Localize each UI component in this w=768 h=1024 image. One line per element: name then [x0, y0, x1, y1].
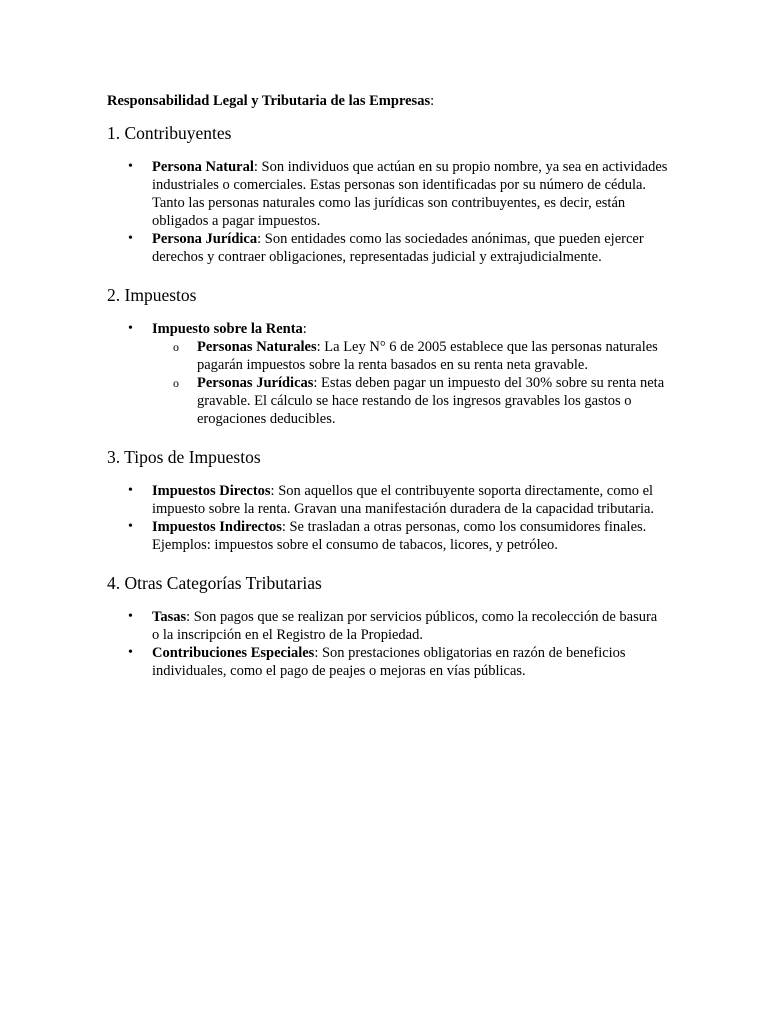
sublist-item-text: : La Ley N° 6 de 2005 establece que las personas naturales pagarán impuestos sobre la renta basados en su renta neta gravable.	[197, 339, 658, 373]
list-item	[107, 230, 668, 266]
list-item	[107, 320, 668, 428]
list-item-text: : Se trasladan a otras personas, como los consumidores finales. Ejemplos: impuestos sobre el consumo de tabacos, licores, y petróleo.	[152, 519, 647, 553]
list-item-term: Tasas	[152, 609, 187, 625]
list-item-term: Persona Jurídica	[152, 231, 258, 247]
list-item-text: : Son individuos que actúan en su propio nombre, ya sea en actividades industriales o comerciales. Estas personas son identificadas por su número de cédula. Tanto las personas naturales como las jurídicas son contribuyentes, es decir, están obligados a pagar impuestos.	[152, 159, 668, 229]
section-list-impuestos	[107, 320, 668, 428]
sublist-item-term: Personas Naturales	[197, 339, 317, 355]
sublist	[152, 338, 668, 428]
section-list-tipos-de-impuestos	[107, 482, 668, 554]
list-item	[107, 608, 668, 644]
list-item-term: Impuesto sobre la Renta	[152, 321, 303, 337]
document-title	[107, 92, 668, 110]
list-item	[107, 482, 668, 518]
list-item-term: Persona Natural	[152, 159, 254, 175]
list-item-text: : Son entidades como las sociedades anónimas, que pueden ejercer derechos y contraer obligaciones, representadas judicial y extrajudicialmente.	[152, 231, 644, 265]
list-item	[107, 644, 668, 680]
sublist-item	[152, 374, 668, 428]
section-heading-impuestos: 2. Impuestos	[107, 285, 197, 305]
list-item-term: Contribuciones Especiales	[152, 645, 315, 661]
section-heading-contribuyentes: 1. Contribuyentes	[107, 123, 232, 143]
sublist-item-term: Personas Jurídicas	[197, 375, 314, 391]
section-heading-tipos-de-impuestos: 3. Tipos de Impuestos	[107, 447, 261, 467]
list-item-text: : Son aquellos que el contribuyente soporta directamente, como el impuesto sobre la renta. Gravan una manifestación duradera de la capacidad tributaria.	[152, 483, 655, 517]
sublist-item	[152, 338, 668, 374]
list-item-text: :	[302, 321, 307, 337]
list-item-term: Impuestos Indirectos	[152, 519, 282, 535]
section-list-contribuyentes	[107, 158, 668, 266]
sublist-item-text: : Estas deben pagar un impuesto del 30% sobre su renta neta gravable. El cálculo se hace restando de los ingresos gravables los gastos o erogaciones deducibles.	[197, 375, 665, 427]
document-title-suffix: :	[430, 93, 435, 109]
list-item-text: : Son pagos que se realizan por servicios públicos, como la recolección de basura o la inscripción en el Registro de la Propiedad.	[152, 609, 658, 643]
list-item-text: : Son prestaciones obligatorias en razón de beneficios individuales, como el pago de peajes o mejoras en vías públicas.	[152, 645, 626, 679]
section-list-otras-categorias	[107, 608, 668, 680]
section-heading-otras-categorias: 4. Otras Categorías Tributarias	[107, 573, 322, 593]
list-item-term: Impuestos Directos	[152, 483, 271, 499]
document-title-text: Responsabilidad Legal y Tributaria de las Empresas	[107, 93, 431, 109]
list-item	[107, 158, 668, 230]
list-item	[107, 518, 668, 554]
